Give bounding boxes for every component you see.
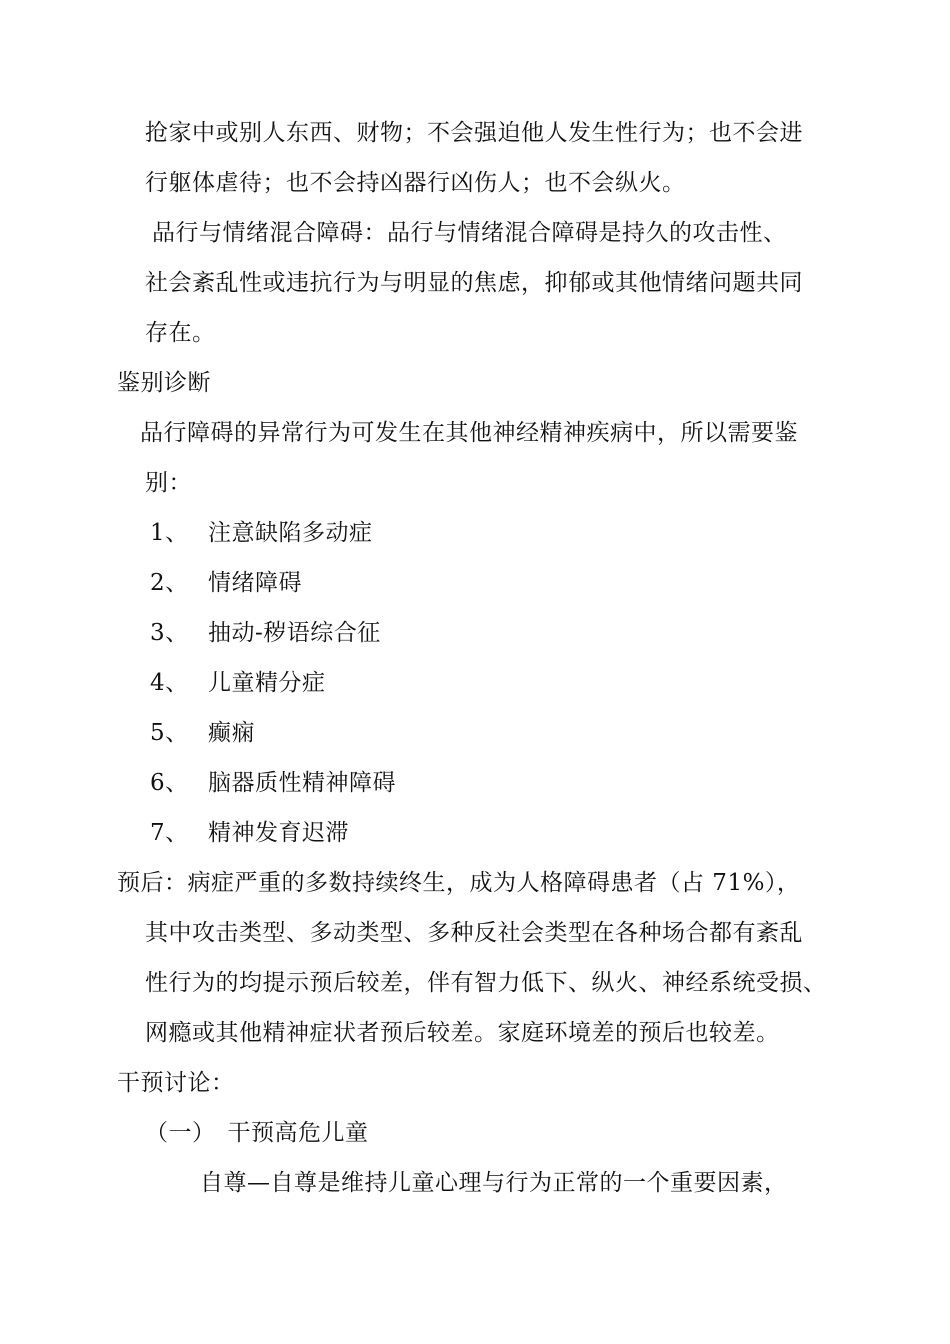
prognosis-line: 网瘾或其他精神症状者预后较差。家庭环境差的预后也较差。 xyxy=(145,1020,780,1046)
paragraph-line: 存在。 xyxy=(145,320,216,346)
list-text: 癫痫 xyxy=(208,720,255,746)
paragraph-line: 自尊—自尊是维持儿童心理与行为正常的一个重要因素， xyxy=(200,1170,788,1196)
list-text: 注意缺陷多动症 xyxy=(208,520,373,546)
list-number: 5、 xyxy=(150,720,189,746)
section-heading-differential: 鉴别诊断 xyxy=(117,370,211,396)
list-number: 6、 xyxy=(150,770,189,796)
list-text: 脑器质性精神障碍 xyxy=(208,770,396,796)
list-text: 精神发育迟滞 xyxy=(208,820,349,846)
list-item xyxy=(150,518,373,548)
list-number: 7、 xyxy=(150,820,189,846)
list-item xyxy=(150,568,302,598)
paragraph-line: 别： xyxy=(145,470,192,496)
paragraph-line: 行躯体虐待；也不会持凶器行凶伤人；也不会纵火。 xyxy=(145,170,686,196)
list-number: 3、 xyxy=(150,620,189,646)
list-text: 儿童精分症 xyxy=(208,670,326,696)
list-item xyxy=(150,618,381,648)
list-item xyxy=(150,718,255,748)
list-item xyxy=(150,668,326,698)
prognosis-line: 预后：病症严重的多数持续终生，成为人格障碍患者（占 71%）， xyxy=(117,870,801,896)
list-item xyxy=(150,818,349,848)
subheading: （一） 干预高危儿童 xyxy=(145,1120,369,1146)
prognosis-line: 其中攻击类型、多动类型、多种反社会类型在各种场合都有紊乱 xyxy=(145,920,803,946)
paragraph-line: 品行障碍的异常行为可发生在其他神经精神疾病中，所以需要鉴 xyxy=(140,420,798,446)
list-number: 2、 xyxy=(150,570,189,596)
list-number: 1、 xyxy=(150,520,189,546)
prognosis-line: 性行为的均提示预后较差，伴有智力低下、纵火、神经系统受损、 xyxy=(145,970,827,996)
paragraph-line: 抢家中或别人东西、财物；不会强迫他人发生性行为；也不会进 xyxy=(145,120,803,146)
list-text: 情绪障碍 xyxy=(208,570,302,596)
list-number: 4、 xyxy=(150,670,189,696)
paragraph-line: 社会紊乱性或违抗行为与明显的焦虑，抑郁或其他情绪问题共同 xyxy=(145,270,803,296)
list-item xyxy=(150,768,396,798)
list-text: 抽动-秽语综合征 xyxy=(208,620,381,646)
section-heading-intervention: 干预讨论： xyxy=(117,1070,235,1096)
paragraph-line: 品行与情绪混合障碍：品行与情绪混合障碍是持久的攻击性、 xyxy=(152,220,787,246)
